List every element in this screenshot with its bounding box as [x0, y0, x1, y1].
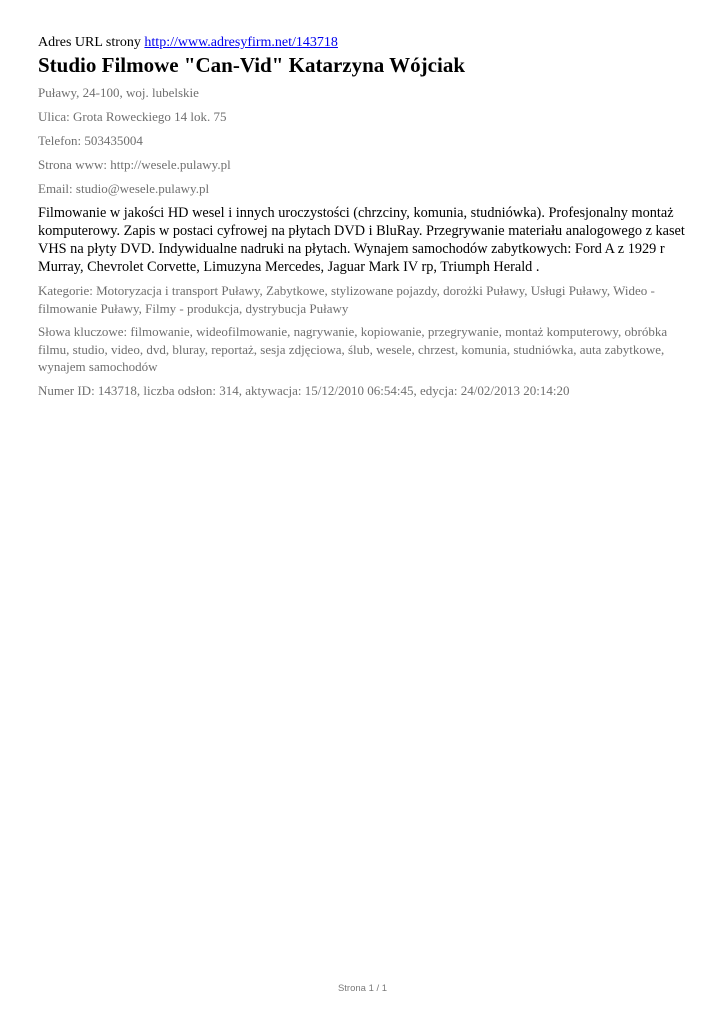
company-name: Studio Filmowe "Can-Vid" Katarzyna Wójciak: [38, 53, 465, 77]
record-info: Numer ID: 143718, liczba odsłon: 314, aktywacja: 15/12/2010 06:54:45, edycja: 24/02/2013 20:14:20: [38, 382, 570, 398]
company-description: Filmowanie w jakości HD wesel i innych uroczystości (chrzciny, komunia, studniówka). Profesjonalny montaż komputerowy. Zapis w postaci cyfrowej na płytach DVD i BluRay. Przegrywanie materiału analogowego z kaset VHS na płyty DVD. Indywidualne nadruki na płytach. Wynajem samochodów zabytkowych: Ford A z 1929 r Murray, Chevrolet Corvette, Limuzyna Mercedes, Jaguar Mark IV rp, Triumph Herald .: [38, 205, 685, 275]
company-website: Strona www: http://wesele.pulawy.pl: [38, 157, 231, 172]
document-body: [38, 34, 688, 405]
company-phone: Telefon: 503435004: [38, 133, 143, 148]
page-number: Strona 1 / 1: [337, 983, 388, 994]
company-street: Ulica: Grota Roweckiego 14 lok. 75: [38, 109, 227, 124]
company-location: Puławy, 24-100, woj. lubelskie: [38, 85, 199, 100]
company-email: Email: studio@wesele.pulawy.pl: [38, 181, 210, 196]
company-url-link[interactable]: http://www.adresyfirm.net/143718: [144, 35, 338, 50]
url-line: [38, 34, 688, 52]
company-categories: Kategorie: Motoryzacja i transport Puławy, Zabytkowe, stylizowane pojazdy, dorożki Puławy, Usługi Puławy, Wideo - filmowanie Puławy, Filmy - produkcja, dystrybucja Puławy: [38, 283, 655, 316]
company-keywords: Słowa kluczowe: filmowanie, wideofilmowanie, nagrywanie, kopiowanie, przegrywanie, montaż komputerowy, obróbka filmu, studio, video, dvd, bluray, reportaż, sesja zdjęciowa, ślub, wesele, chrzest, komunia, studniówka, auta zabytkowe, wynajem samochodów: [38, 324, 668, 374]
url-prefix: Adres URL strony: [38, 35, 141, 50]
